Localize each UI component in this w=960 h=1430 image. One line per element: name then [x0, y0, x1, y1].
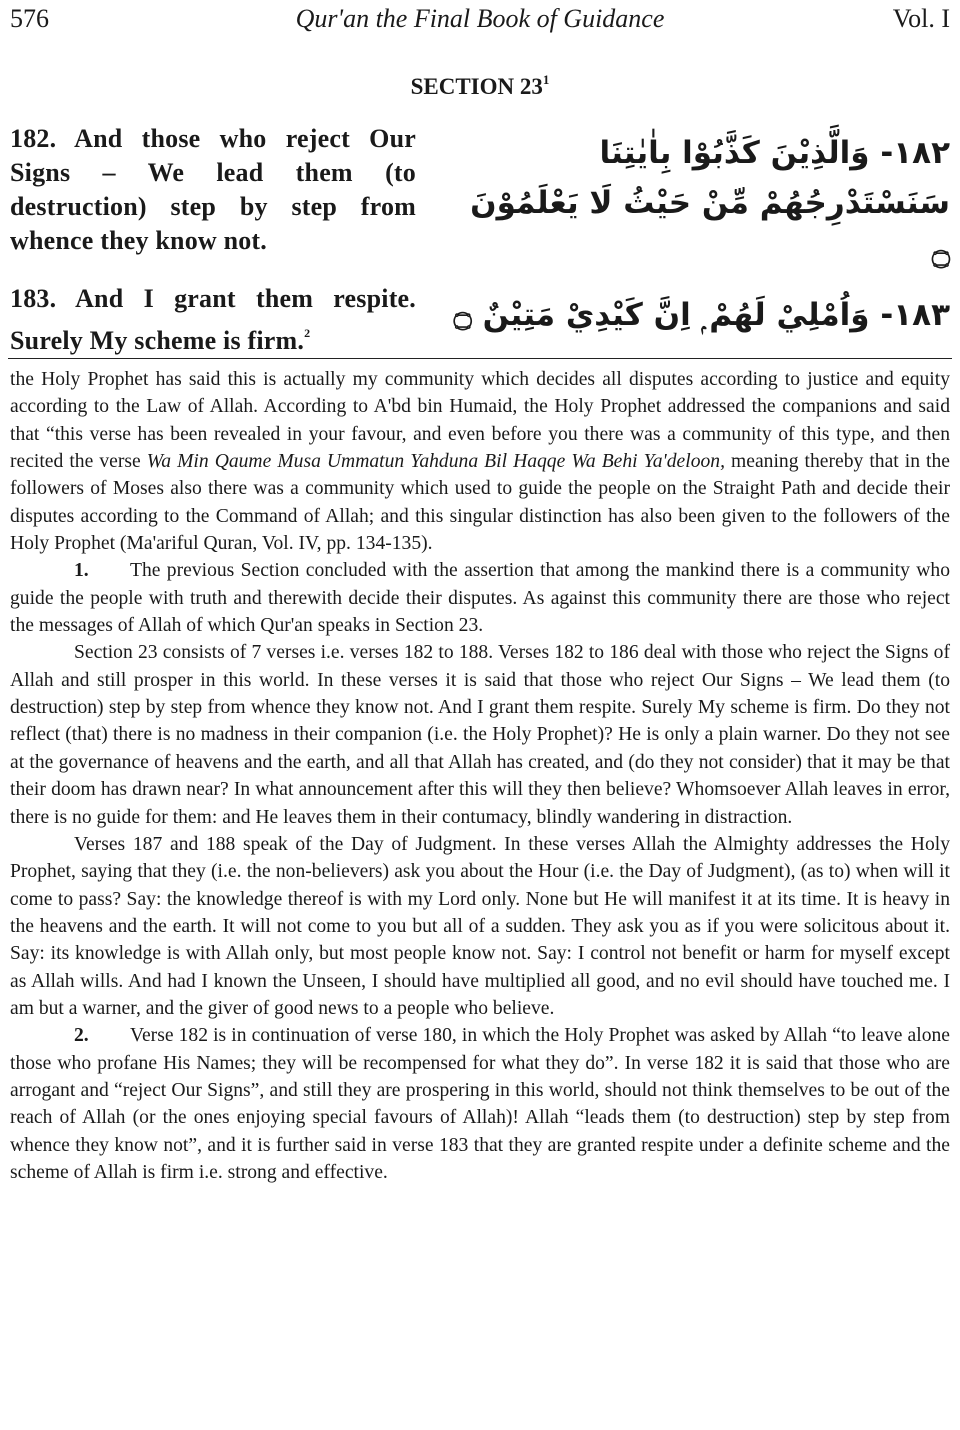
verse-183-arabic [445, 290, 950, 340]
footnote-text: Verse 182 is in continuation of verse 180, in which the Holy Prophet was asked by Allah “to leave alone those who profane His Names; they will be recompensed for what they do”. In verse 182 it is said that those who are arrogant and “reject Our Signs”, and still they are prospering in this world, should not think themselves to be out of the reach of Allah (or the ones enjoying special favours of Allah)! Allah “leads them (to destruction) step by step from whence they know not”, and it is further said in verse 183 that they are granted respite under a definite scheme and the scheme of Allah is firm i.e. strong and effective. [10, 1025, 950, 1183]
footnote-1 [10, 557, 950, 639]
section-heading [0, 64, 960, 103]
footnote-text: The previous Section concluded with the assertion that among the mankind there is a community who guide the people with truth and therewith decide their disputes. As against this community there are those who reject the messages of Allah of which Qur'an speaks in Section 23. [10, 560, 950, 637]
verse-182-english [10, 122, 416, 258]
verse-182-arabic [445, 128, 950, 278]
section-title-text: SECTION 23 [410, 74, 543, 99]
commentary-paragraph [10, 639, 950, 830]
verse-183-footnote-ref: 2 [304, 326, 311, 340]
section-footnote-ref: 1 [542, 72, 550, 87]
verse-183-english [10, 282, 416, 358]
footnote-number: 2. [74, 1025, 89, 1047]
commentary-text: meaning thereby that in the followers of Moses also there was a community which used to guide the people on the Straight Path and decide their disputes according to the Command of Allah; and this singular distinction has also been given to the followers of the Holy Prophet (Ma'ariful Quran, Vol. IV, pp. 134-135). [10, 451, 950, 555]
running-header [10, 2, 950, 36]
commentary-text: Verses 187 and 188 speak of the Day of Judgment. In these verses Allah the Almighty addresses the Holy Prophet, saying that they (i.e. the non-believers) ask you about the Hour (i.e. the Day of Judgment), (as to) when will it come to pass? Say: the knowledge thereof is with my Lord only. None but He will manifest it at its time. It is heavy in the heavens and the earth. It will not come to you but all of a sudden. They ask you as if you were solicitous about it. Say: its knowledge is with Allah only, but most people know not. Say: I control not benefit or harm for myself except as Allah wills. And had I known the Unseen, I should have multiplied all good, and no evil should have touched me. I am but a warner, and the giver of good news to a people who believe. [10, 833, 950, 1019]
footnote-2 [10, 1022, 950, 1186]
verse-182-text: 182. And those who reject Our Signs – We lead them (to destruction) step by step from whence they know not. [10, 124, 416, 255]
commentary-text: Section 23 consists of 7 verses i.e. verses 182 to 188. Verses 182 to 186 deal with those who reject the Signs of Allah and still prosper in this world. In these verses it is said that those who reject Our Signs – We lead them (to destruction) step by step from whence they know not. And I grant them respite. Surely My scheme is firm. Do they not reflect (that) there is no madness in their companion (i.e. the Holy Prophet)? He is only a plain warner. Do they not see at the governance of heavens and the earth, and all that Allah has created, and (do they not consider) that it may be that their doom has drawn near? In what announcement after this will they then believe? Whomsoever Allah leaves in error, there is no guide for them: and He leaves them in their contumacy, blindly wandering in distraction. [10, 642, 950, 828]
transliterated-verse: Wa Min Qaume Musa Ummatun Yahduna Bil Haqqe Wa Behi Ya'deloon, [146, 451, 725, 473]
commentary-text: the Holy Prophet has said this is actually my community which decides all disputes according to justice and equity according to the Law of Allah. According to A'bd bin Humaid, the Holy Prophet addressed the companions and said that “this verse has been revealed in your favour, and even before you there was a community of this type, and then recited the verse [10, 369, 950, 473]
book-title: Qur'an the Final Book of Guidance [295, 4, 665, 33]
verse-183-text: 183. And I grant them respite. Surely My scheme is firm. [10, 284, 416, 355]
page-number: 576 [10, 4, 49, 33]
verse-182-arabic-line2: سَنَسْتَدْرِجُهُمْ مِّنْ حَيْثُ لَا يَعْلَمُوْنَ ۝ [470, 185, 950, 271]
volume-label: Vol. I [892, 4, 950, 33]
commentary-paragraph [10, 366, 950, 557]
footnote-number: 1. [74, 560, 89, 582]
commentary-body [10, 366, 950, 1186]
commentary-paragraph [10, 831, 950, 1022]
verse-183-arabic-line1: ١٨٣- وَاُمْلِيْ لَهُمْ ۭ اِنَّ كَيْدِيْ مَتِيْنٌ ۝ [453, 297, 950, 333]
verse-182-arabic-line1: ١٨٢- وَالَّذِيْنَ كَذَّبُوْا بِاٰيٰتِنَا [599, 135, 950, 171]
verse-commentary-divider [8, 358, 952, 359]
